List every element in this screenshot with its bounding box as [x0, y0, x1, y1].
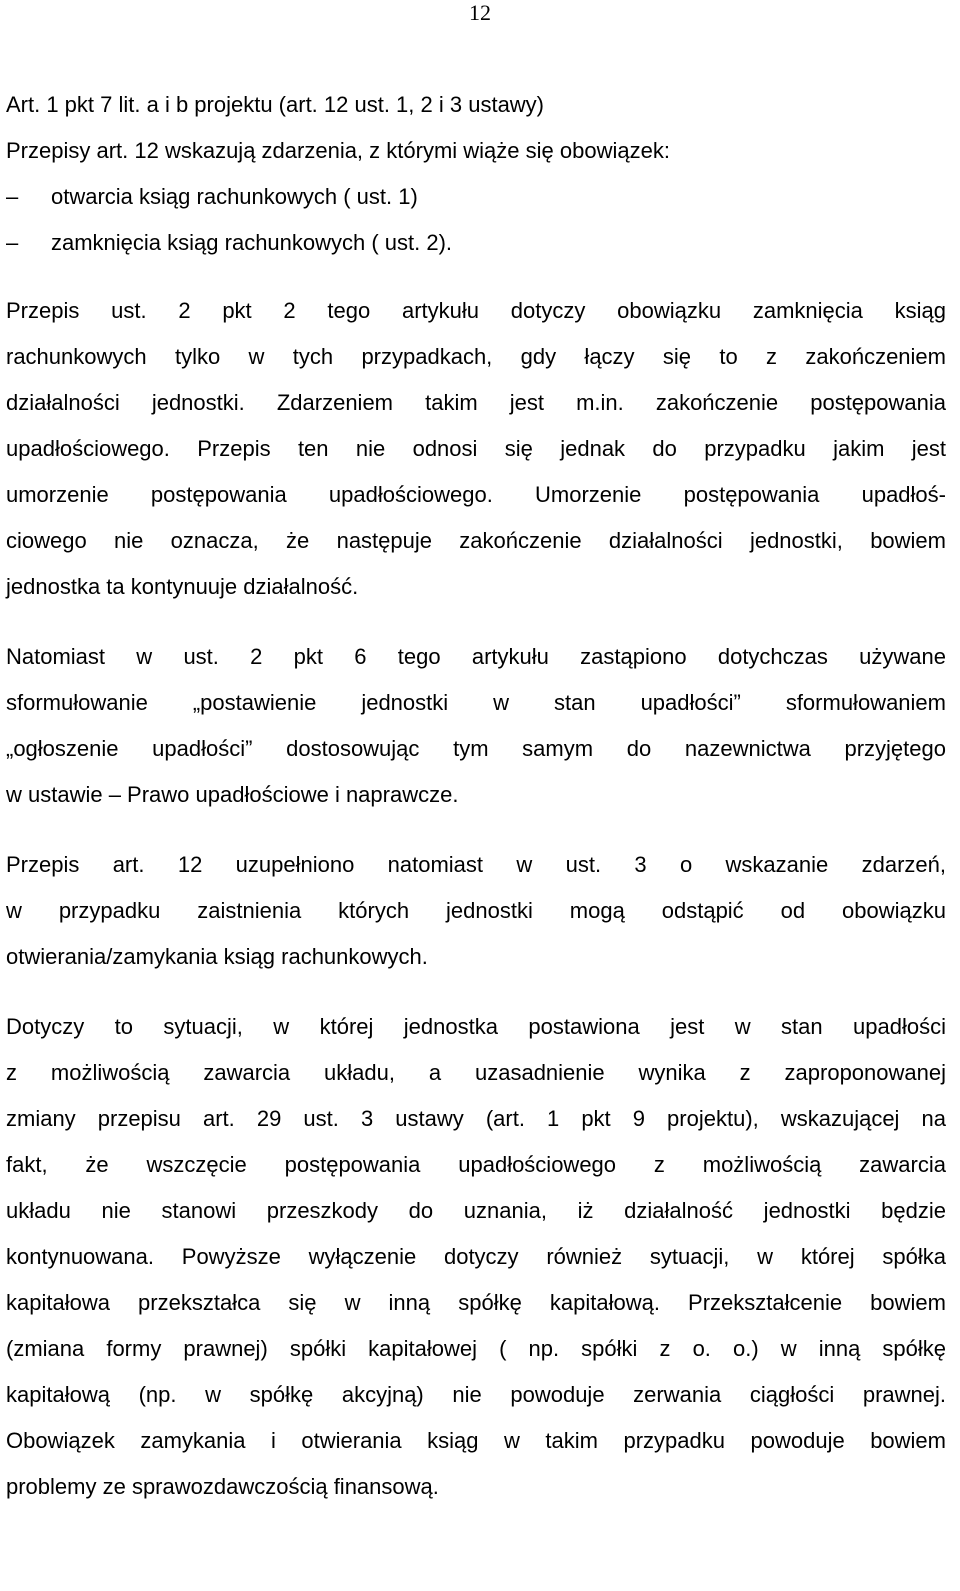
paragraph-line: problemy ze sprawozdawczością finansową. — [6, 1474, 439, 1499]
paragraph-line: zmiany przepisu art. 29 ust. 3 ustawy (art. 1 pkt 9 projektu), wskazującej na — [6, 1106, 946, 1131]
paragraph-terminology — [6, 634, 946, 818]
paragraph-exemptions — [6, 842, 946, 980]
paragraph-line: Przepis ust. 2 pkt 2 tego artykułu dotyczy obowiązku zamknięcia ksiąg — [6, 298, 946, 323]
page-number: 12 — [469, 0, 491, 25]
paragraph-line: sformułowanie „postawienie jednostki w stan upadłości” sformułowaniem — [6, 690, 946, 715]
paragraph-line: w ustawie – Prawo upadłościowe i naprawcze. — [6, 782, 459, 807]
bullet-text: zamknięcia ksiąg rachunkowych ( ust. 2). — [51, 230, 453, 255]
paragraph-line: umorzenie postępowania upadłościowego. Umorzenie postępowania upadłoś- — [6, 482, 946, 507]
bullet-item — [6, 174, 946, 220]
paragraph-line: (zmiana formy prawnej) spółki kapitałowej ( np. spółki z o. o.) w inną spółkę — [6, 1336, 946, 1361]
paragraph-line: Przepis art. 12 uzupełniono natomiast w ust. 3 o wskazanie zdarzeń, — [6, 852, 946, 877]
bullet-item — [6, 220, 946, 266]
paragraph-line: działalności jednostki. Zdarzeniem takim jest m.in. zakończenie postępowania — [6, 390, 946, 415]
dash-bullet-icon: – — [6, 184, 19, 209]
paragraph-line: Obowiązek zamykania i otwierania ksiąg w takim przypadku powoduje bowiem — [6, 1428, 946, 1453]
dash-bullet-icon: – — [6, 230, 19, 255]
paragraph-closing-books — [6, 288, 946, 610]
paragraph-line: upadłościowego. Przepis ten nie odnosi się jednak do przypadku jakim jest — [6, 436, 946, 461]
paragraph-line: jednostka ta kontynuuje działalność. — [6, 574, 359, 599]
paragraph-line: kapitałową (np. w spółkę akcyjną) nie powoduje zerwania ciągłości prawnej. — [6, 1382, 946, 1407]
paragraph-line: kontynuowana. Powyższe wyłączenie dotyczy również sytuacji, w której spółka — [6, 1244, 946, 1269]
paragraph-line: otwierania/zamykania ksiąg rachunkowych. — [6, 944, 428, 969]
paragraph-line: rachunkowych tylko w tych przypadkach, gdy łączy się to z zakończeniem — [6, 344, 946, 369]
paragraph-line: układu nie stanowi przeszkody do uznania, iż działalność jednostki będzie — [6, 1198, 946, 1223]
paragraph-bankruptcy-arrangement — [6, 1004, 946, 1510]
paragraph-line: „ogłoszenie upadłości” dostosowując tym samym do nazewnictwa przyjętego — [6, 736, 946, 761]
paragraph-line: z możliwością zawarcia układu, a uzasadnienie wynika z zaproponowanej — [6, 1060, 946, 1085]
paragraph-line: ciowego nie oznacza, że następuje zakończenie działalności jednostki, bowiem — [6, 528, 946, 553]
section-heading: Art. 1 pkt 7 lit. a i b projektu (art. 12 ust. 1, 2 i 3 ustawy) — [6, 92, 545, 117]
document-body — [6, 82, 946, 1510]
paragraph-line: Dotyczy to sytuacji, w której jednostka postawiona jest w stan upadłości — [6, 1014, 946, 1039]
intro-text: Przepisy art. 12 wskazują zdarzenia, z którymi wiąże się obowiązek: — [6, 138, 670, 163]
paragraph-line: fakt, że wszczęcie postępowania upadłościowego z możliwością zawarcia — [6, 1152, 946, 1177]
bullet-text: otwarcia ksiąg rachunkowych ( ust. 1) — [51, 184, 418, 209]
paragraph-line: Natomiast w ust. 2 pkt 6 tego artykułu zastąpiono dotychczas używane — [6, 644, 946, 669]
paragraph-line: kapitałowa przekształca się w inną spółkę kapitałową. Przekształcenie bowiem — [6, 1290, 946, 1315]
paragraph-line: w przypadku zaistnienia których jednostki mogą odstąpić od obowiązku — [6, 898, 946, 923]
